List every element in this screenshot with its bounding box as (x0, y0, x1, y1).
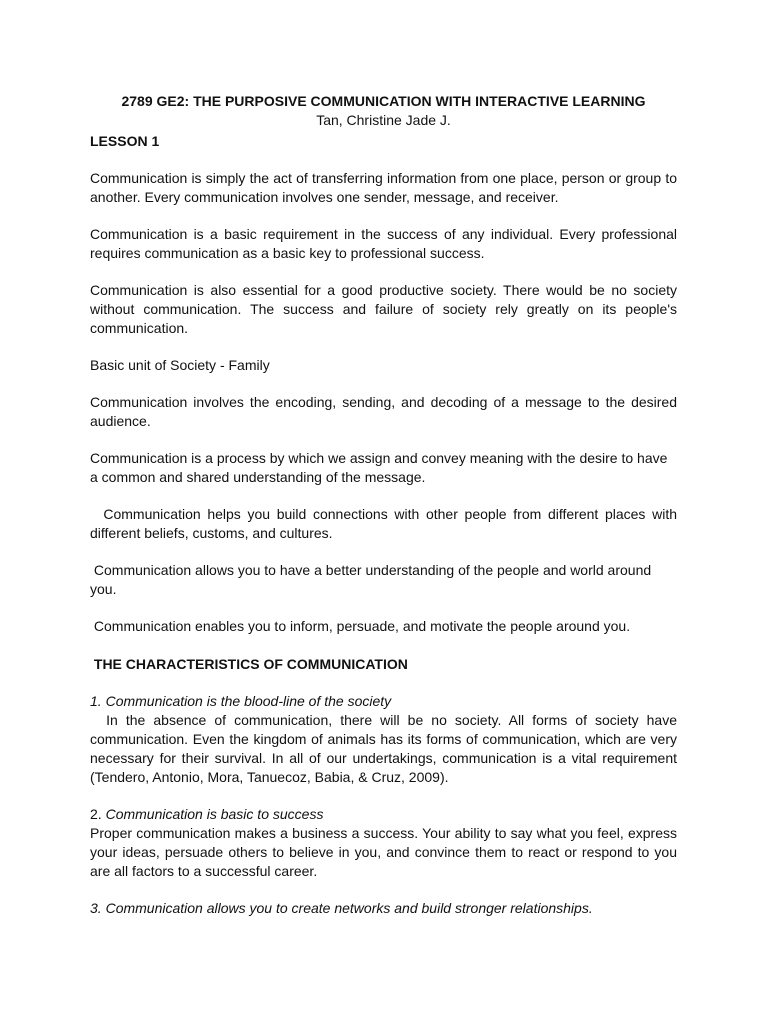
paragraph: Communication is also essential for a good productive society. There would be no society without communication. The success and failure of society rely greatly on its people's communication. (90, 282, 677, 336)
paragraph: Basic unit of Society - Family (90, 357, 270, 373)
document-page (90, 92, 681, 918)
section-heading: THE CHARACTERISTICS OF COMMUNICATION (90, 656, 408, 672)
characteristic-number: 3. (90, 900, 102, 916)
paragraph: Communication involves the encoding, sending, and decoding of a message to the desired audience. (90, 394, 677, 429)
characteristic-number: 1. (90, 693, 102, 709)
characteristic-title (90, 692, 677, 711)
characteristic-title-text: Communication allows you to create networks and build stronger relationships. (105, 900, 593, 916)
document-author: Tan, Christine Jade J. (316, 112, 451, 128)
paragraph: Communication helps you build connections with other people from different places with different beliefs, customs, and cultures. (90, 506, 681, 541)
paragraph: Communication is a process by which we assign and convey meaning with the desire to have a common and shared understanding of the message. (90, 450, 668, 485)
characteristic-title-text: Communication is basic to success (105, 806, 324, 822)
document-title: 2789 GE2: THE PURPOSIVE COMMUNICATION WITH INTERACTIVE LEARNING (121, 93, 646, 109)
lesson-heading: LESSON 1 (90, 133, 160, 149)
characteristic-body: In the absence of communication, there will be no society. All forms of society have communication. Even the kingdom of animals has its forms of communication, which are very necessary for their survival. In all of our undertakings, communication is a vital requirement (Tendero, Antonio, Mora, Tanuecoz, Babia, & Cruz, 2009). (90, 712, 681, 785)
paragraph: Communication allows you to have a better understanding of the people and world around you. (90, 562, 656, 597)
characteristic-title (90, 899, 677, 918)
paragraph: Communication enables you to inform, persuade, and motivate the people around you. (90, 618, 631, 634)
characteristic-number: 2. (90, 806, 102, 822)
characteristic-title (90, 805, 677, 824)
paragraph: Communication is a basic requirement in the success of any individual. Every professional requires communication as a basic key to professional success. (90, 226, 677, 261)
characteristic-title-text: Communication is the blood-line of the society (105, 693, 392, 709)
paragraph: Communication is simply the act of transferring information from one place, person or group to another. Every communication involves one sender, message, and receiver. (90, 170, 677, 205)
characteristic-body: Proper communication makes a business a success. Your ability to say what you feel, express your ideas, persuade others to believe in you, and convince them to react or respond to you are all factors to a successful career. (90, 825, 677, 879)
